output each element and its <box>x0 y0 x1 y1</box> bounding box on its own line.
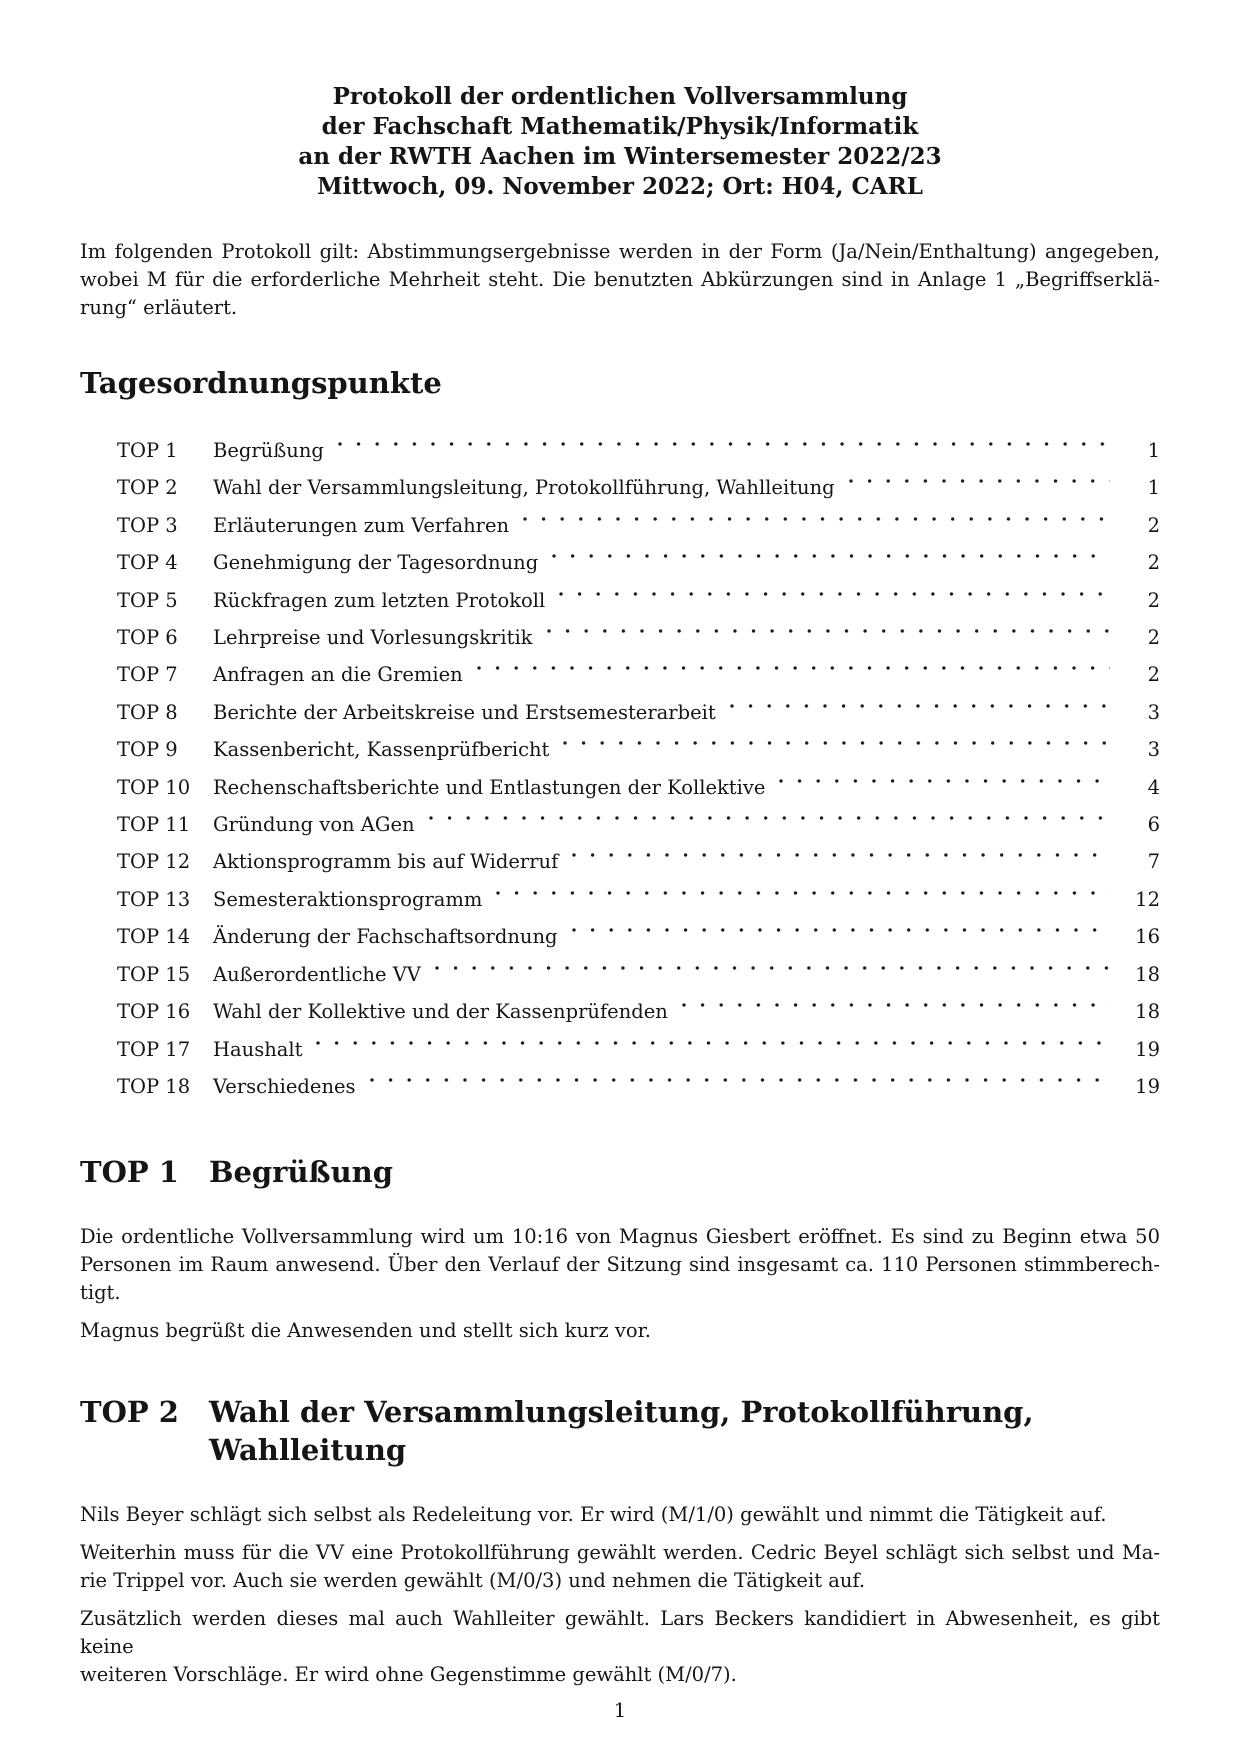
toc-entry-number: TOP 13 <box>117 887 191 911</box>
toc-entry-number: TOP 8 <box>117 700 178 724</box>
toc-entry <box>117 1068 1160 1105</box>
toc-entry <box>117 432 1160 469</box>
title-line-3: an der RWTH Aachen im Wintersemester 2022/23 <box>298 143 942 170</box>
toc-entry <box>117 507 1160 544</box>
paragraph <box>80 1223 1160 1307</box>
text-line: Im folgenden Protokoll gilt: Abstimmungsergebnisse werden in der Form (Ja/Nein/Enthaltung) angegeben, <box>80 240 1160 263</box>
toc-entry-page: 2 <box>1147 588 1160 612</box>
toc-entry <box>117 469 1160 506</box>
toc-entry <box>117 582 1160 619</box>
toc-entry-number: TOP 7 <box>117 663 178 687</box>
toc-entry-label: Erläuterungen zum Verfahren <box>213 513 510 537</box>
toc-entry <box>117 694 1160 731</box>
paragraph <box>80 1539 1160 1595</box>
toc-entry-page: 1 <box>1147 476 1160 500</box>
text-line: weiteren Vorschläge. Er wird ohne Gegenstimme gewählt (M/0/7). <box>80 1663 737 1687</box>
text-line: Personen im Raum anwesend. Über den Verlauf der Sitzung sind insgesamt ca. 110 Personen stimmberech- <box>80 1253 1160 1277</box>
toc-entry-label: Anfragen an die Gremien <box>213 663 463 687</box>
text-line: rung“ erläutert. <box>80 296 238 319</box>
toc-entry-label: Kassenbericht, Kassenprüfbericht <box>213 738 550 762</box>
toc-entry <box>117 993 1160 1030</box>
toc-entry <box>117 881 1160 918</box>
toc-entry-number: TOP 2 <box>117 476 178 500</box>
toc-entry-page: 12 <box>1135 887 1160 911</box>
toc-entry-number: TOP 3 <box>117 513 178 537</box>
toc-entry-page: 19 <box>1135 1074 1160 1098</box>
text-line: tigt. <box>80 1281 121 1305</box>
toc-entry-number: TOP 10 <box>117 775 191 799</box>
toc-entry <box>117 956 1160 993</box>
toc-entry-label: Außerordentliche VV <box>213 962 421 986</box>
toc-entry-label: Wahl der Kollektive und der Kassenprüfenden <box>213 1000 668 1024</box>
toc-entry-page: 6 <box>1147 813 1160 837</box>
toc-entry-label: Rückfragen zum letzten Protokoll <box>213 588 546 612</box>
toc-entry <box>117 544 1160 581</box>
toc-entry-number: TOP 1 <box>117 439 178 462</box>
toc-entry-page: 2 <box>1147 551 1160 575</box>
toc-entry-page: 1 <box>1147 439 1160 462</box>
toc-entry-number: TOP 9 <box>117 738 178 762</box>
section-heading-top2 <box>80 1393 1160 1469</box>
toc-entry-label: Rechenschaftsberichte und Entlastungen der Kollektive <box>213 775 766 799</box>
section-title: Begrüßung <box>208 1155 394 1190</box>
toc-entry-page: 2 <box>1147 663 1160 687</box>
page-number: 1 <box>613 1699 627 1722</box>
toc-entry-page: 18 <box>1135 1000 1160 1024</box>
toc-entry-label: Lehrpreise und Vorlesungskritik <box>213 626 533 650</box>
toc-entry-number: TOP 4 <box>117 551 178 575</box>
section-heading-top1 <box>80 1153 1160 1191</box>
toc-entry-label: Haushalt <box>213 1037 303 1061</box>
toc-entry-number: TOP 16 <box>117 1000 191 1024</box>
toc-entry-page: 2 <box>1147 626 1160 650</box>
toc-entry <box>117 843 1160 880</box>
toc-entry <box>117 806 1160 843</box>
paragraph <box>80 1317 1160 1345</box>
toc-entry <box>117 656 1160 693</box>
toc-entry-number: TOP 5 <box>117 588 178 612</box>
toc-entry-number: TOP 12 <box>117 850 191 874</box>
section-number: TOP 2 <box>80 1395 179 1430</box>
toc-entry-page: 16 <box>1135 925 1160 949</box>
section-body-top1 <box>80 1223 1160 1345</box>
section-number: TOP 1 <box>80 1155 179 1190</box>
section-body-top2 <box>80 1501 1160 1689</box>
title-line-4: Mittwoch, 09. November 2022; Ort: H04, CARL <box>317 173 923 200</box>
paragraph <box>80 1501 1160 1529</box>
toc-entry <box>117 769 1160 806</box>
text-line: wobei M für die erforderliche Mehrheit steht. Die benutzten Abkürzungen sind in Anlage 1 „Begriffserklä- <box>80 268 1160 291</box>
toc-entry-page: 3 <box>1147 700 1160 724</box>
toc-entry-number: TOP 6 <box>117 626 178 650</box>
text-line: Nils Beyer schlägt sich selbst als Redeleitung vor. Er wird (M/1/0) gewählt und nimmt die Tätigkeit auf. <box>80 1503 1107 1527</box>
toc-entry-label: Änderung der Fachschaftsordnung <box>213 925 558 949</box>
document-title <box>80 82 1160 202</box>
toc-heading: Tagesordnungspunkte <box>80 366 442 400</box>
toc-entry-label: Gründung von AGen <box>213 813 415 837</box>
text-line: Weiterhin muss für die VV eine Protokollführung gewählt werden. Cedric Beyel schlägt sich selbst und Ma- <box>80 1541 1160 1565</box>
toc-entry-label: Aktionsprogramm bis auf Widerruf <box>213 850 559 874</box>
title-line-2: der Fachschaft Mathematik/Physik/Informatik <box>321 113 919 140</box>
toc-entry-page: 7 <box>1147 850 1160 874</box>
toc-entry <box>117 619 1160 656</box>
toc-entry-label: Verschiedenes <box>213 1074 356 1098</box>
toc-entry-number: TOP 11 <box>117 813 191 837</box>
intro-paragraph <box>80 238 1160 322</box>
text-line: Die ordentliche Vollversammlung wird um 10:16 von Magnus Giesbert eröffnet. Es sind zu Beginn etwa 50 <box>80 1225 1160 1249</box>
toc-entry-page: 2 <box>1147 513 1160 537</box>
text-line: Magnus begrüßt die Anwesenden und stellt sich kurz vor. <box>80 1319 651 1343</box>
toc-entry-page: 3 <box>1147 738 1160 762</box>
section-title: Wahl der Versammlungsleitung, Protokollführung, Wahlleitung <box>208 1395 1034 1468</box>
toc-entry-number: TOP 17 <box>117 1037 191 1061</box>
toc-entry <box>117 918 1160 955</box>
title-line-1: Protokoll der ordentlichen Vollversammlung <box>332 83 908 110</box>
toc-entry-number: TOP 18 <box>117 1074 191 1098</box>
toc-entry <box>117 731 1160 768</box>
toc-entry-label: Berichte der Arbeitskreise und Erstsemesterarbeit <box>213 700 716 724</box>
toc-entry-page: 19 <box>1135 1037 1160 1061</box>
toc-entry-label: Genehmigung der Tagesordnung <box>213 551 539 575</box>
toc-entry-label: Wahl der Versammlungsleitung, Protokollführung, Wahlleitung <box>213 476 835 500</box>
toc-entry-label: Semesteraktionsprogramm <box>213 887 483 911</box>
toc-list <box>117 432 1160 1105</box>
toc-entry <box>117 1031 1160 1068</box>
toc-entry-label: Begrüßung <box>213 439 324 462</box>
text-line: rie Trippel vor. Auch sie werden gewählt (M/0/3) und nehmen die Tätigkeit auf. <box>80 1569 866 1593</box>
text-line: Zusätzlich werden dieses mal auch Wahlleiter gewählt. Lars Beckers kandidiert in Abwesenheit, es gibt keine <box>80 1607 1160 1659</box>
paragraph <box>80 238 1160 322</box>
toc-entry-page: 18 <box>1135 962 1160 986</box>
paragraph <box>80 1605 1160 1689</box>
toc-entry-page: 4 <box>1147 775 1160 799</box>
toc-entry-number: TOP 15 <box>117 962 191 986</box>
toc-entry-number: TOP 14 <box>117 925 191 949</box>
